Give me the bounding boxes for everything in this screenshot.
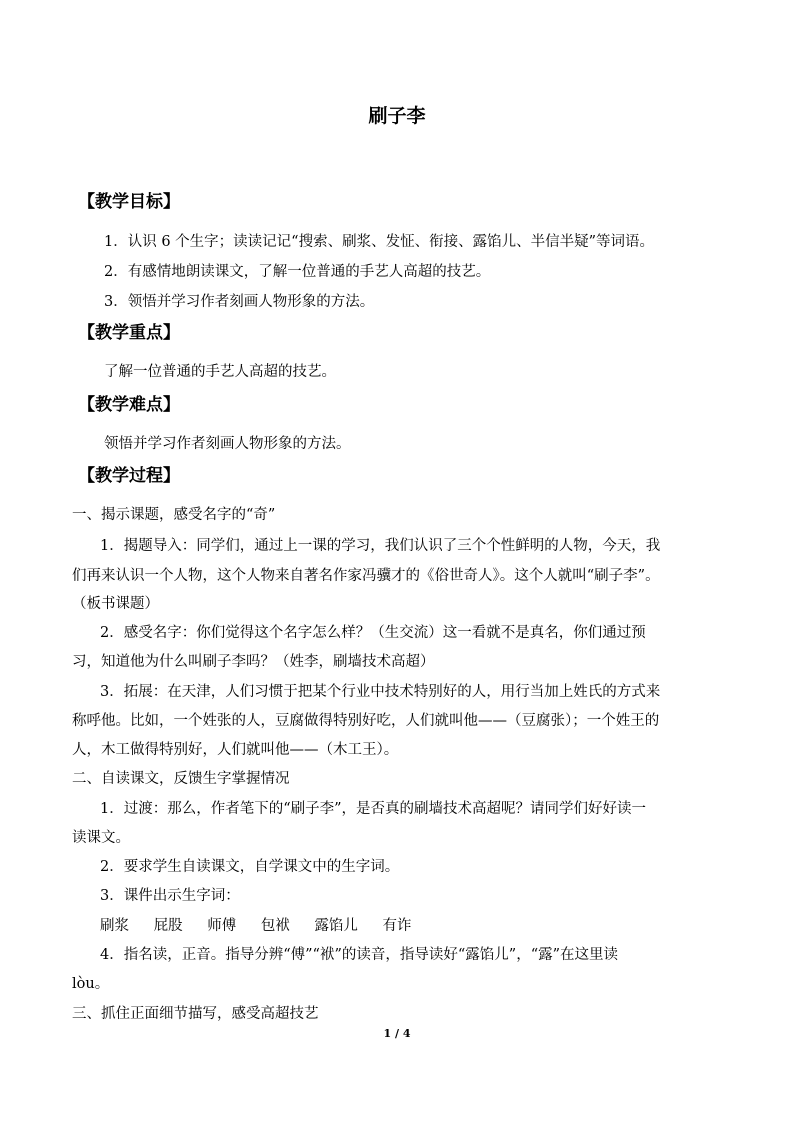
section-2-para-1-line-1: 1．过渡：那么，作者笔下的“刷子李”，是否真的刷墙技术高超呢？请同学们好好读一 (100, 801, 647, 817)
section-2-para-4-line-1: 4．指名读，正音。指导分辨“傅”“袱”的读音，指导读好“露馅儿”，“露”在这里读 (100, 947, 619, 963)
heading-teaching-goals: 【教学目标】 (78, 192, 180, 212)
section-1-para-1-line-2: 们再来认识一个人物，这个人物来自著名作家冯骥才的《俗世奇人》。这个人就叫“刷子李”。 (72, 568, 660, 584)
heading-difficulty: 【教学难点】 (78, 395, 180, 415)
section-1-para-2-line-1: 2．感受名字：你们觉得这个名字怎么样？（生交流）这一看就不是真名，你们通过预 (100, 625, 646, 641)
goal-item-3: 3．领悟并学习作者刻画人物形象的方法。 (104, 294, 375, 310)
vocab-word: 有诈 (382, 918, 412, 934)
vocab-list (100, 916, 432, 936)
key-point-text: 了解一位普通的手艺人高超的技艺。 (104, 364, 336, 380)
section-1-para-3-line-2: 称呼他。比如，一个姓张的人，豆腐做得特别好吃，人们就叫他——（豆腐张）；一个姓王的 (72, 713, 660, 729)
goal-item-2: 2．有感情地朗读课文，了解一位普通的手艺人高超的技艺。 (104, 264, 491, 280)
difficulty-text: 领悟并学习作者刻画人物形象的方法。 (104, 436, 351, 452)
vocab-word: 包袱 (260, 918, 290, 934)
vocab-word: 师傅 (207, 918, 237, 934)
section-2-title: 二、自读课文，反馈生字掌握情况 (72, 771, 290, 787)
section-1-title: 一、揭示课题，感受名字的“奇” (72, 507, 276, 523)
section-2-para-2: 2．要求学生自读课文，自学课文中的生字词。 (100, 859, 400, 875)
section-1-para-3-line-1: 3．拓展：在天津，人们习惯于把某个行业中技术特别好的人，用行当加上姓氏的方式来 (100, 684, 661, 700)
section-3-title: 三、抓住正面细节描写，感受高超技艺 (72, 1006, 319, 1022)
goal-item-1: 1．认识 6 个生字；读读记记“搜索、刷浆、发怔、衔接、露馅儿、半信半疑”等词语。 (104, 234, 654, 250)
page-number: 1 / 4 (383, 1027, 411, 1040)
heading-key-point: 【教学重点】 (78, 323, 180, 343)
section-2-para-3: 3．课件出示生字词： (100, 888, 240, 904)
section-2-para-1-line-2: 读课文。 (72, 830, 130, 846)
section-2-para-4-line-2: lòu。 (72, 976, 110, 992)
vocab-word: 屁股 (153, 918, 183, 934)
vocab-word: 刷浆 (100, 918, 129, 934)
section-1-para-2-line-2: 习，知道他为什么叫刷子李吗？（姓李，刷墙技术高超） (72, 654, 435, 670)
section-1-para-1-line-1: 1．揭题导入：同学们，通过上一课的学习，我们认识了三个个性鲜明的人物，今天，我 (100, 538, 661, 554)
vocab-word: 露馅儿 (314, 918, 358, 934)
section-1-para-1-line-3: （板书课题） (72, 596, 159, 612)
page-title: 刷子李 (368, 105, 426, 127)
section-1-para-3-line-3: 人，木工做得特别好，人们就叫他——（木工王）。 (72, 742, 399, 758)
heading-process: 【教学过程】 (78, 466, 180, 486)
